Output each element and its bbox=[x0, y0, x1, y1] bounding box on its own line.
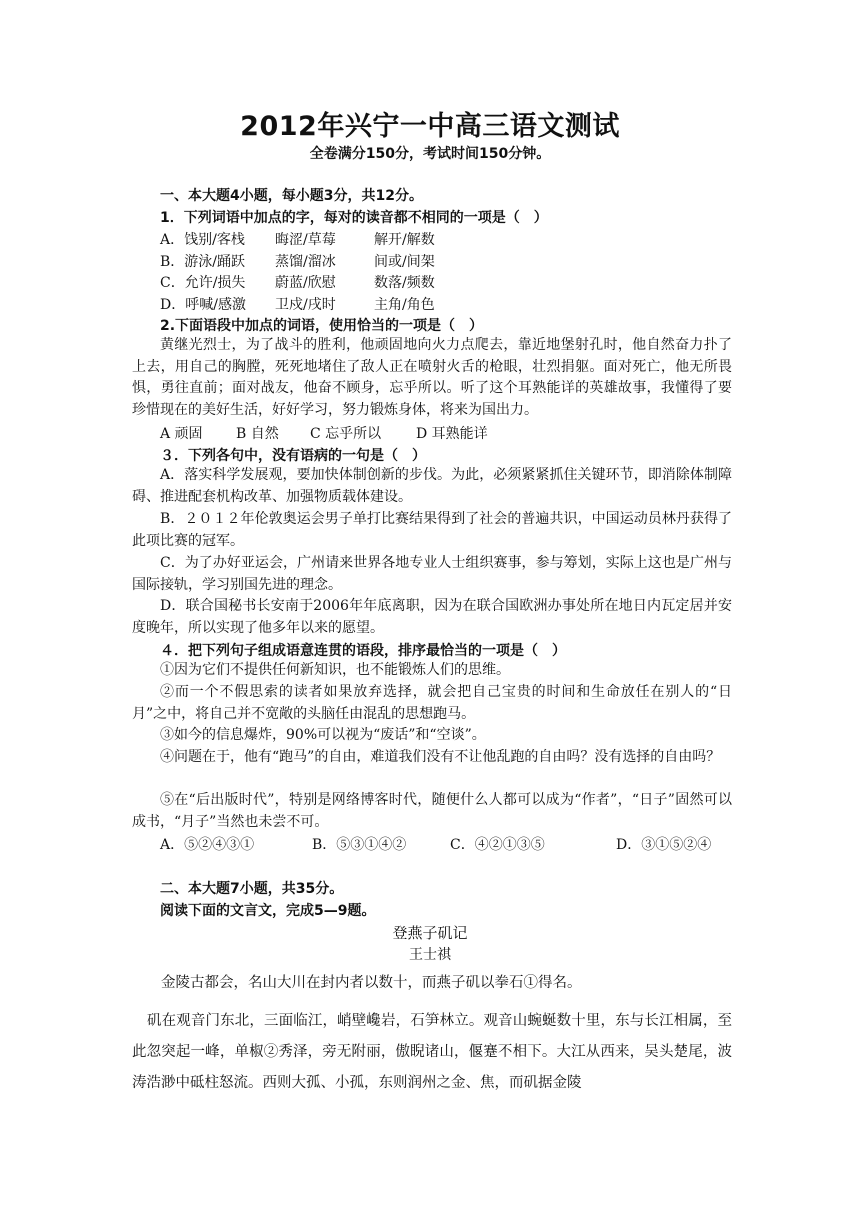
q4-option-d: D．③①⑤②④ bbox=[616, 837, 712, 853]
q2-option-d: D 耳熟能详 bbox=[416, 426, 488, 442]
section1-heading: 一、本大题4小题，每小题3分，共12分。 bbox=[160, 188, 423, 204]
q2-option-b: B 自然 bbox=[236, 426, 279, 442]
q4-sentence-2: ②而一个不假思索的读者如果放弃选择，就会把自己宝贵的时间和生命放任在别人的“日月”之中，将自己并不宽敞的头脑任由混乱的思想跑马。 bbox=[132, 684, 732, 722]
section2-heading: 二、本大题7小题，共35分。 bbox=[160, 881, 344, 897]
q1-b-1: B．游泳/踊跃 bbox=[160, 254, 246, 270]
q3-option-b: B．２０１２年伦敦奥运会男子单打比赛结果得到了社会的普遍共识，中国运动员林丹获得了此项比赛的冠军。 bbox=[132, 511, 732, 549]
q1-d-2: 卫戍/戌时 bbox=[275, 297, 336, 313]
q2-option-c: C 忘乎所以 bbox=[310, 426, 382, 442]
q3-stem: ３．下列各句中，没有语病的一句是（ ） bbox=[160, 448, 426, 464]
q4-sentence-1: ①因为它们不提供任何新知识，也不能锻炼人们的思维。 bbox=[160, 662, 510, 678]
q1-c-1: C．允许/损失 bbox=[160, 275, 246, 291]
q3-option-a: A．落实科学发展观，要加快体制创新的步伐。为此，必须紧紧抓住关键环节，即消除体制障碍、推进配套机构改革、加强物质载体建设。 bbox=[132, 467, 732, 505]
q1-c-3: 数落/频数 bbox=[374, 275, 435, 291]
q2-stem: 2.下面语段中加点的词语，使用恰当的一项是（ ） bbox=[160, 318, 484, 334]
q4-sentence-3: ③如今的信息爆炸，90%可以视为“废话”和“空谈”。 bbox=[160, 727, 486, 743]
essay-paragraph-2: 矶在观音门东北，三面临江，峭壁巉岩，石笋林立。观音山蜿蜒数十里，东与长江相属，至此忽突起一峰，单椒②秀泽，旁无附丽，傲睨诸山，偃蹇不相下。大江从西来，吴头楚尾，波涛浩渺中砥柱怒流。西则大孤、小孤，东则润州之金、焦，而矶据金陵 bbox=[132, 1013, 732, 1091]
q1-c-2: 蔚蓝/欣慰 bbox=[275, 275, 336, 291]
q3-option-d: D．联合国秘书长安南于2006年年底离职，因为在联合国欧洲办事处所在地日内瓦定居并安度晚年，所以实现了他多年以来的愿望。 bbox=[132, 598, 732, 636]
q1-b-2: 蒸馏/溜冰 bbox=[275, 254, 336, 270]
q3-option-c: C．为了办好亚运会，广州请来世界各地专业人士组织赛事，参与筹划，实际上这也是广州与国际接轨，学习别国先进的理念。 bbox=[132, 555, 732, 593]
q4-option-b: B．⑤③①④② bbox=[312, 837, 407, 853]
q4-option-c: C．④②①③⑤ bbox=[450, 837, 545, 853]
q1-d-1: D．呼喊/感激 bbox=[160, 297, 246, 313]
q1-d-3: 主角/角色 bbox=[374, 297, 435, 313]
section2-instruction: 阅读下面的文言文，完成5—9题。 bbox=[160, 903, 376, 919]
q4-stem: ４．把下列句子组成语意连贯的语段，排序最恰当的一项是（ ） bbox=[160, 643, 566, 659]
q2-passage: 黄继光烈士，为了战斗的胜利，他顽固地向火力点爬去，靠近地堡射孔时，他自然奋力扑了上去，用自己的胸膛，死死地堵住了敌人正在喷射火舌的枪眼，壮烈捐躯。面对死亡，他无所畏惧，勇往直前；面对战友，他奋不顾身，忘乎所以。听了这个耳熟能详的英雄故事，我懂得了要珍惜现在的美好生活，好好学习，努力锻炼身体，将来为国出力。 bbox=[132, 337, 732, 418]
q4-option-a: A．⑤②④③① bbox=[160, 837, 255, 853]
q1-stem: 1．下列词语中加点的字，每对的读音都不相同的一项是（ ） bbox=[160, 210, 548, 226]
page-subtitle: 全卷满分150分，考试时间150分钟。 bbox=[309, 146, 551, 162]
essay-title: 登燕子矶记 bbox=[392, 924, 468, 942]
page-title: 2012年兴宁一中高三语文测试 bbox=[240, 111, 620, 142]
q4-sentence-4: ④问题在于，他有“跑马”的自由，难道我们没有不让他乱跑的自由吗？没有选择的自由吗？ bbox=[160, 749, 721, 765]
q1-a-3: 解开/解数 bbox=[374, 232, 435, 248]
q1-b-3: 间或/间架 bbox=[374, 254, 435, 270]
q1-a-2: 晦涩/草莓 bbox=[275, 232, 336, 248]
q4-sentence-5: ⑤在“后出版时代”，特别是网络博客时代，随便什么人都可以成为“作者”，“日子”固然可以成书，“月子”当然也未尝不可。 bbox=[132, 792, 732, 830]
q1-a-1: A．饯别/客栈 bbox=[160, 232, 245, 248]
essay-author: 王士祺 bbox=[409, 947, 451, 963]
q2-option-a: A 顽固 bbox=[160, 426, 203, 442]
essay-paragraph-1: 金陵古都会，名山大川在封内者以数十，而燕子矶以拳石①得名。 bbox=[161, 975, 582, 991]
